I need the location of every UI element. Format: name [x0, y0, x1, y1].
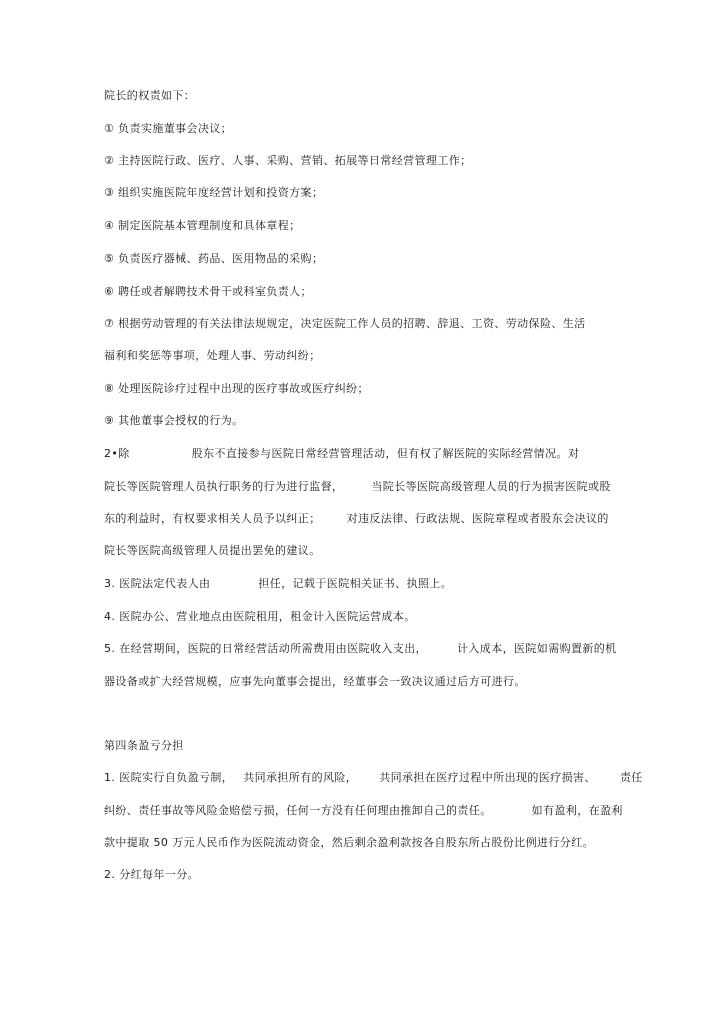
profit-text-e: 纠纷、责任事故等风险金赔偿亏损，任何一方没有任何理由推卸自己的责任。	[104, 804, 492, 817]
duty-3: ③ 组织实施医院年度经营计划和投资方案；	[104, 186, 324, 199]
duty-9: ⑨ 其他董事会授权的行为。	[104, 414, 244, 427]
duty-2: ② 主持医院行政、医疗、人事、采购、营销、拓展等日常经营管理工作；	[104, 154, 472, 167]
item2-text-c: 当院长等医院高级管理人员的行为损害医院或股	[371, 480, 611, 493]
duty-7-cont: 福利和奖惩等事项，处理人事、劳动纠纷；	[104, 349, 321, 362]
profit-text-c: 共同承担在医疗过程中所出现的医疗损害、	[379, 771, 596, 784]
item5-text-a: 5. 在经营期间，医院的日常经营活动所需费用由医院收入支出，	[104, 642, 427, 655]
duty-8: ⑧ 处理医院诊疗过程中出现的医疗事故或医疗纠纷；	[104, 382, 369, 395]
profit-line3: 款中提取 50 万元人民币作为医院流动资金，然后剩余盈利款按各自股东所占股份比例进行分红。	[104, 836, 594, 849]
item3-text-a: 3. 医院法定代表人由	[104, 577, 211, 590]
item2-text-a: 股东不直接参与医院日常经营管理活动，但有权了解医院的实际经营情况。对	[191, 447, 580, 460]
profit-text-f: 如有盈利，在盈利	[531, 804, 623, 817]
item2-text-d: 东的利益时，有权要求相关人员予以纠正；	[104, 512, 321, 525]
item2-line1	[104, 446, 579, 462]
item2-line2	[104, 479, 611, 495]
item5-line1	[104, 641, 617, 657]
profit-line2	[104, 803, 623, 819]
item3-line	[104, 576, 452, 592]
section-title: 第四条盈亏分担	[104, 739, 184, 752]
item5-text-b: 计入成本，医院如需购置新的机	[457, 642, 617, 655]
profit-text-b: 共同承担所有的风险，	[243, 771, 358, 784]
duty-5: ⑤ 负责医疗器械、药品、医用物品的采购；	[104, 252, 324, 265]
duty-1: ① 负责实施董事会决议；	[104, 122, 233, 135]
duty-4: ④ 制定医院基本管理制度和具体章程；	[104, 219, 301, 232]
item4-line: 4. 医院办公、营业地点由医院租用，租金计入医院运营成本。	[104, 610, 416, 623]
duty-6: ⑥ 聘任或者解聘技术骨干或科室负责人；	[104, 285, 312, 298]
profit-text-d: 责任	[619, 771, 643, 784]
item2-text-e: 对违反法律、行政法规、医院章程或者股东会决议的	[346, 512, 609, 525]
duty-7: ⑦ 根据劳动管理的有关法律法规规定，决定医院工作人员的招聘、辞退、工资、劳动保险、生活	[104, 317, 586, 330]
item2-line3	[104, 511, 609, 527]
intro-line: 院长的权责如下：	[104, 89, 196, 102]
item2-line4: 院长等医院高级管理人员提出罢免的建议。	[104, 544, 321, 557]
profit-text-a: 1. 医院实行自负盈亏制，	[104, 771, 234, 784]
item5-line2: 器设备或扩大经营规模，应事先向董事会提出，经董事会一致决议通过后方可进行。	[104, 675, 526, 688]
item2-text-b: 院长等医院管理人员执行职务的行为进行监督，	[104, 480, 344, 493]
profit-item2: 2. 分红每年一分。	[104, 868, 199, 881]
item3-text-b: 担任，记载于医院相关证书、执照上。	[258, 577, 453, 590]
item2-label: 2•除	[104, 447, 130, 460]
profit-line1	[104, 770, 643, 786]
